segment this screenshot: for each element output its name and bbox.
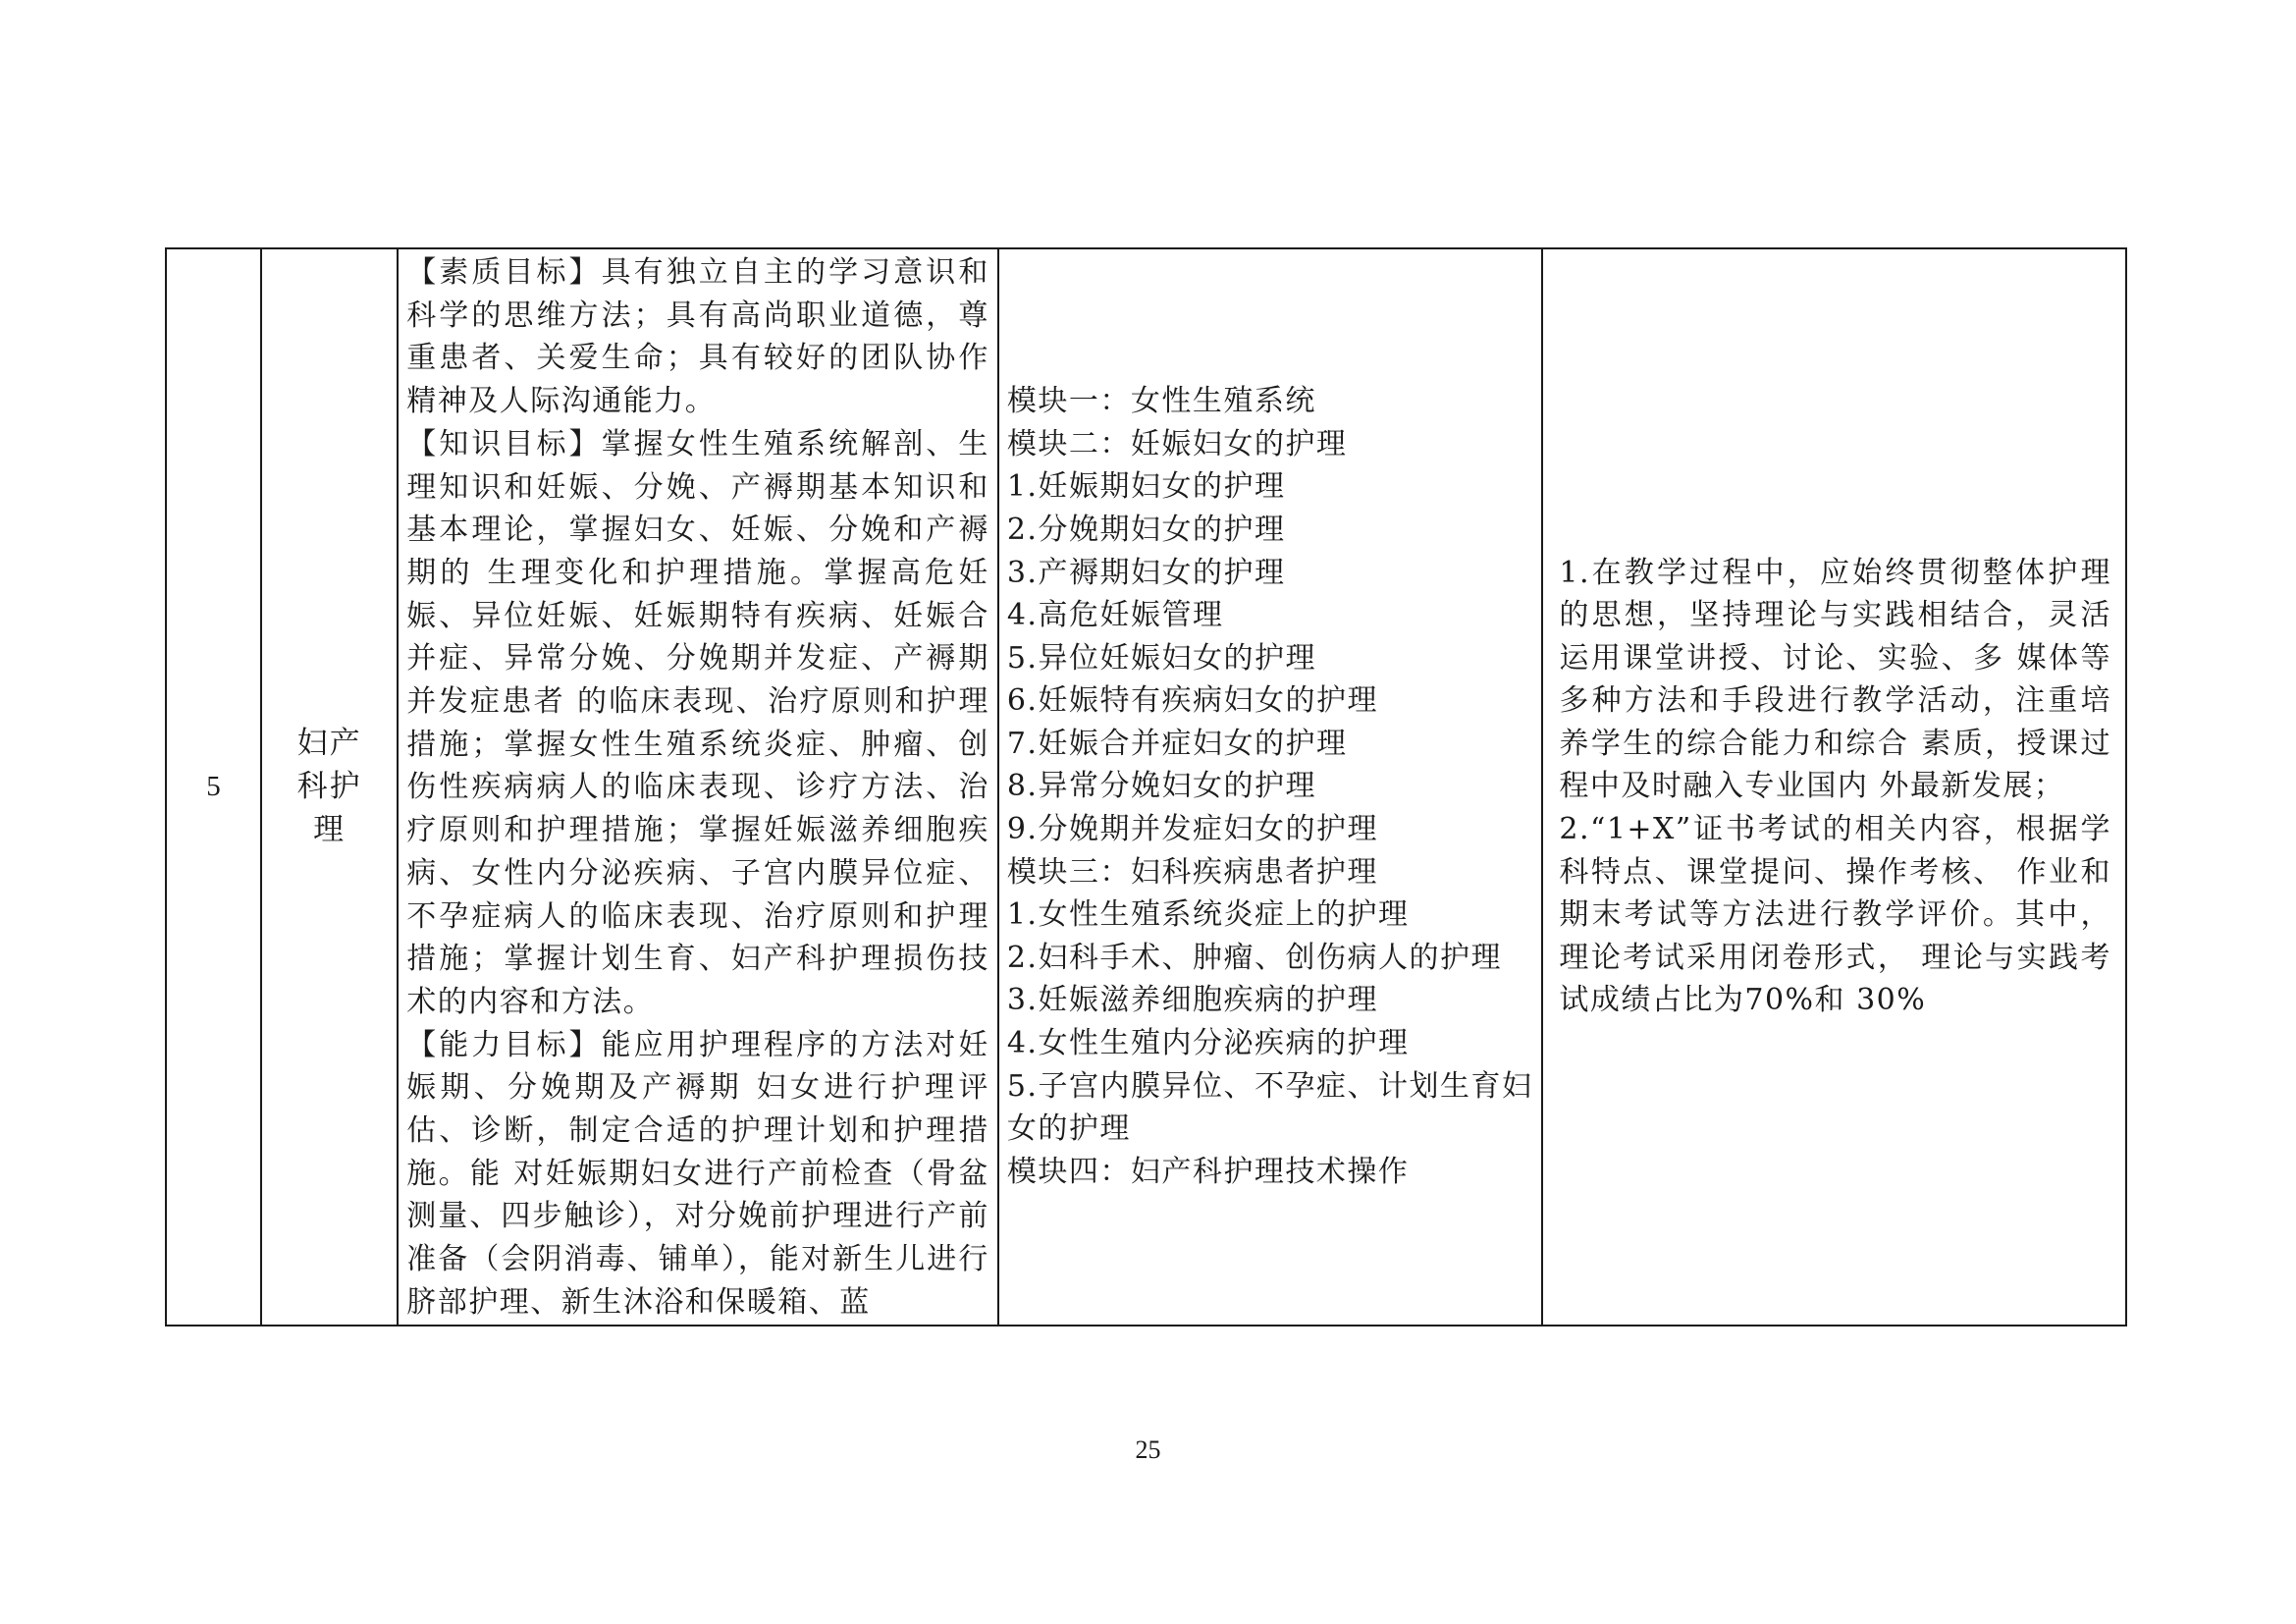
content-item: 模块二：妊娠妇女的护理 (1006, 426, 1348, 461)
course-content-cell (998, 248, 1543, 1326)
content-item: 5.异位妊娠妇女的护理 (1006, 640, 1316, 676)
course-name-cell (261, 248, 398, 1326)
row-number-cell (166, 248, 261, 1326)
ability-goal: 【能力目标】能应用护理程序的方法对妊娠期、分娩期及产褥期 妇女进行护理评估、诊断，制定合适的护理计划和护理措施。能 对妊娠期妇女进行产前检查（骨盆测量、四步触诊），对分娩前护理进行产前准备（会阴消毒、铺单），能对新生儿进行脐部护理、新生沐浴和保暖箱、蓝 (406, 1027, 989, 1320)
content-item: 6.妊娠特有疾病妇女的护理 (1006, 683, 1378, 719)
course-goals (399, 249, 997, 1325)
course-name: 妇产科护理 (296, 726, 362, 848)
content-item: 3.产褥期妇女的护理 (1006, 555, 1286, 590)
course-goals-cell (398, 248, 998, 1326)
table-row (166, 248, 2126, 1326)
content-item: 4.高危妊娠管理 (1006, 598, 1224, 633)
content-item: 模块三：妇科疾病患者护理 (1006, 854, 1378, 890)
content-item: 5.子宫内膜异位、不孕症、计划生育妇女的护理 (1006, 1068, 1533, 1147)
teaching-requirements (1543, 552, 2125, 1023)
row-number: 5 (206, 770, 221, 802)
content-item: 2.妇科手术、肿瘤、创伤病人的护理 (1006, 940, 1502, 975)
curriculum-table (165, 247, 2127, 1326)
content-item: 1.妊娠期妇女的护理 (1006, 469, 1286, 505)
content-item: 模块一：女性生殖系统 (1006, 384, 1316, 419)
teaching-requirements-cell (1542, 248, 2126, 1326)
knowledge-goal: 【知识目标】掌握女性生殖系统解剖、生理知识和妊娠、分娩、产褥期基本知识和基本理论，掌握妇女、妊娠、分娩和产褥期的 生理变化和护理措施。掌握高危妊娠、异位妊娠、妊娠期特有疾病、妊娠合并症、异常分娩、分娩期并发症、产褥期并发症患者 的临床表现、治疗原则和护理措施；掌握女性生殖系统炎症、肿瘤、创伤性疾病病人的临床表现、诊疗方法、治疗原则和护理措施；掌握妊娠滋养细胞疾病、女性内分泌疾病、子宫内膜异位症、不孕症病人的临床表现、治疗原则和护理措施；掌握计划生育、妇产科护理损伤技术的内容和方法。 (406, 426, 989, 1019)
content-item: 1.女性生殖系统炎症上的护理 (1006, 897, 1410, 933)
course-content (999, 380, 1542, 1193)
page-number: 25 (1135, 1435, 1161, 1464)
content-item: 9.分娩期并发症妇女的护理 (1006, 812, 1378, 847)
content-item: 4.女性生殖内分泌疾病的护理 (1006, 1026, 1410, 1061)
content-item: 模块四：妇产科护理技术操作 (1006, 1154, 1410, 1189)
content-item: 8.异常分娩妇女的护理 (1006, 769, 1316, 804)
requirement-item: 1.在教学过程中，应始终贯彻整体护理的思想，坚持理论与实践相结合，灵活运用课堂讲授、讨论、实验、多 媒体等多种方法和手段进行教学活动，注重培养学生的综合能力和综合 素质，授课过程中及时融入专业国内 外最新发展； (1559, 555, 2111, 804)
quality-goal: 【素质目标】具有独立自主的学习意识和科学的思维方法；具有高尚职业道德，尊重患者、关爱生命；具有较好的团队协作精神及人际沟通能力。 (406, 255, 989, 419)
content-item: 2.分娩期妇女的护理 (1006, 512, 1286, 547)
content-item: 7.妊娠合并症妇女的护理 (1006, 726, 1348, 761)
requirement-item: 2.“1+X”证书考试的相关内容，根据学科特点、课堂提问、操作考核、 作业和期末考试等方法进行教学评价。其中，理论考试采用闭卷形式， 理论与实践考试成绩占比为70%和 30% (1559, 812, 2111, 1018)
content-item: 3.妊娠滋养细胞疾病的护理 (1006, 983, 1378, 1018)
